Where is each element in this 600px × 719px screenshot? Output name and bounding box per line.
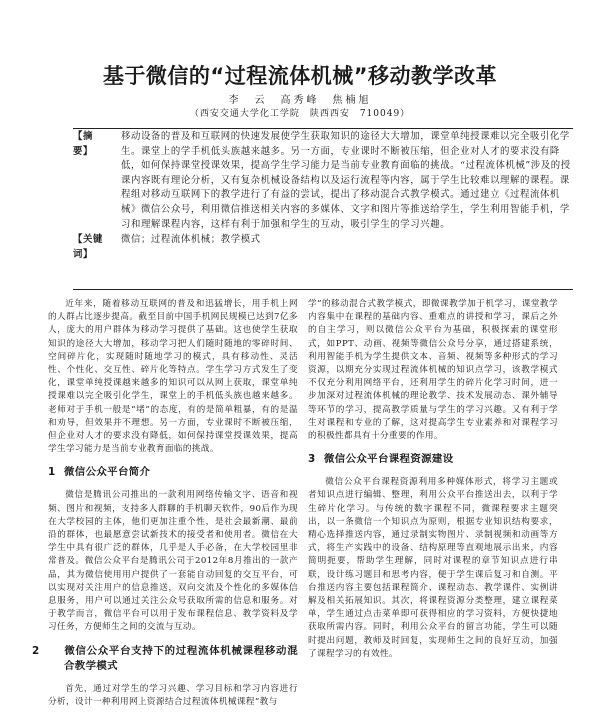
left-column (32, 298, 298, 709)
section-3-title: 微信公众平台课程资源建设 (324, 453, 454, 466)
section-1-title: 微信公众平台简介 (64, 466, 151, 479)
intro-paragraph: 近年来，随着移动互联网的普及和迅猛增长，用手机上网的人群占比逐步提高。截至目前中国手机网民规模已达到7亿多人，庞大的用户群体为移动学习提供了基础。这也使学生获取知识的途径大大增加，移动学习把人们随时随地的零碎时间、空间碎片化，实现随时随地学习的模式，具有移动性、灵活性、个性化、交互性、碎片化等特点。学生学习方式发生了变化，课堂单纯授课越来越多的知识可以从网上获取，课堂单纯授课难以完全吸引化学生，课堂上的手机低头族也越来越多。老师对于手机一般是“堵”的态度，有的是简单粗暴，有的是温和劝导，但效果并不理想。另一方面，专业课时不断被压缩，但企业对人才的要求没有降低，如何保持课堂授课效果，提高学生学习能力是当前专业教育面临的挑战。 (48, 299, 298, 455)
abstract-section (73, 130, 573, 232)
author-list: 李 云 高秀峰 焦楠旭 (228, 95, 372, 106)
abstract-bottom-rule (73, 289, 573, 290)
abstract-text: 移动设备的普及和互联网的快速发展使学生获取知识的途径大大增加，课堂单纯授课难以完全吸引化学生。课堂上的学手机低头族越来越多。另一方面，专业课时不断被压缩，但企业对人才的要求没有降低，如何保持课堂授课效果，提高学生学习能力是当前专业教育面临的挑战。“过程流体机械”涉及的授课内容既有理论分析，又有复杂机械设备结构以及运行流程等内容，属于学生比较难以理解的课程。课程组对移动互联网下的教学进行了有益的尝试，提出了移动混合式教学模式。通过建立《过程流体机械》微信公众号，利用微信推送相关内容的多媒体、文字和图片等推送给学生，学生利用智能手机，学习和理解课程内容，这样有利于加强和学生的互动，吸引学生的学习兴趣。 (121, 131, 571, 230)
keywords-section (73, 233, 573, 260)
section-2-paragraph: 首先，通过对学生的学习兴趣、学习目标和学习内容进行分析，设计一种利用网上资源结合过程流体机械课程“教与 (48, 683, 298, 707)
keywords-label: 【关键词】 (73, 234, 103, 260)
section-1-paragraph: 微信是腾讯公司推出的一款利用网络传输文字、语音和视频、图片和视频，支持多人群聊的手机聊天软件，90后作为现在大学校园的主体，他们更加注重个性，是社会最新潮、最前沿的群体，也最愿意尝试新技术的接受者和使用者。微信在大学生中具有很广泛的群体，几乎是人手必备，在大学校园里非常普及。微信公众平台是腾讯公司于2012年8月推出的一款产品，其为微信使用用户提供了一套能自动回复的交互平台，可以实现对关注用户的信息推送，双向交流及个性化的多媒体信息服务，用户可以通过关注公众号获取所需的信息和服务。对于教学而言，微信平台可以用于发布课程信息、教学资料及学习任务，方便师生之间的交流与互动。 (48, 490, 298, 633)
right-column (308, 298, 558, 661)
section-1-heading (48, 465, 298, 480)
section-3-number: 3 (308, 453, 316, 466)
section-2-number: 2 (32, 644, 40, 657)
section-2-heading (32, 644, 298, 674)
abstract-label: 【摘 要】 (73, 131, 103, 157)
section-3-paragraph: 微信公众平台课程资源利用多种媒体形式，将学习主题或者知识点进行编辑、整理，利用公众平台推送出去，以利于学生碎片化学习。与传统的数字课程不同，微课程要求主题突出，以一条微信一个知识点为原则，根据专业知识结构要求，精心选择推送内容，通过录制实物图片、录制视频和动画等方式，将生产实践中的设备、结构原理等直观地展示出来，内容简明扼要，帮助学生理解，同时对课程的章节知识点进行串联，设计练习题目和思考内容，便于学生课后复习和自测。平台推送内容主要包括课程简介、课程动态、教学课件、实例讲解及相关拓展知识。其次，将课程资源分类整理，建立课程菜单，学生通过点击菜单即可获得相应的学习资料，方便快捷地获取所需内容。同时，利用公众平台的留言功能，学生可以随时提出问题，教师及时回复，实现师生之间的良好互动，加强了课程学习的有效性。 (308, 477, 558, 659)
keywords-text: 微信；过程流体机械；教学模式 (121, 234, 261, 246)
section-1-number: 1 (48, 466, 56, 479)
paper-title: 基于微信的“过程流体机械”移动教学改革 (102, 64, 498, 88)
abstract-block (73, 130, 573, 260)
abstract-top-rule (73, 128, 573, 129)
author-affiliation: （西安交通大学化工学院 陕西西安 710049） (189, 109, 411, 119)
section-3-heading (308, 452, 558, 467)
right-intro-paragraph: 学”的移动混合式教学模式，即微课教学加于机学习，课堂教学内容集中在课程的基础内容、重难点的讲授和学习，课后之外的自主学习，则以微信公众平台为基础，积极探索的课堂形式，如PPT、动画、视频等微信公众号分享，通过搭建系统，利用智能手机为学生提供文本、音频、视频等多种形式的学习资源，以期充分实现过程流体机械的知识点学习，该教学模式不仅充分利用网络平台，还利用学生的碎片化学习时间，进一步加深对过程流体机械的理论教学、技术发展动态、课外辅导等环节的学习，提高教学质量与学生的学习兴趣。又有利于学生对课程和专业的了解，这对提高学生专业素养和对课程学习的积极性都具有十分重要的作用。 (308, 299, 558, 442)
section-2-title: 微信公众平台支持下的过程流体机械课程移动混合教学模式 (64, 644, 298, 672)
